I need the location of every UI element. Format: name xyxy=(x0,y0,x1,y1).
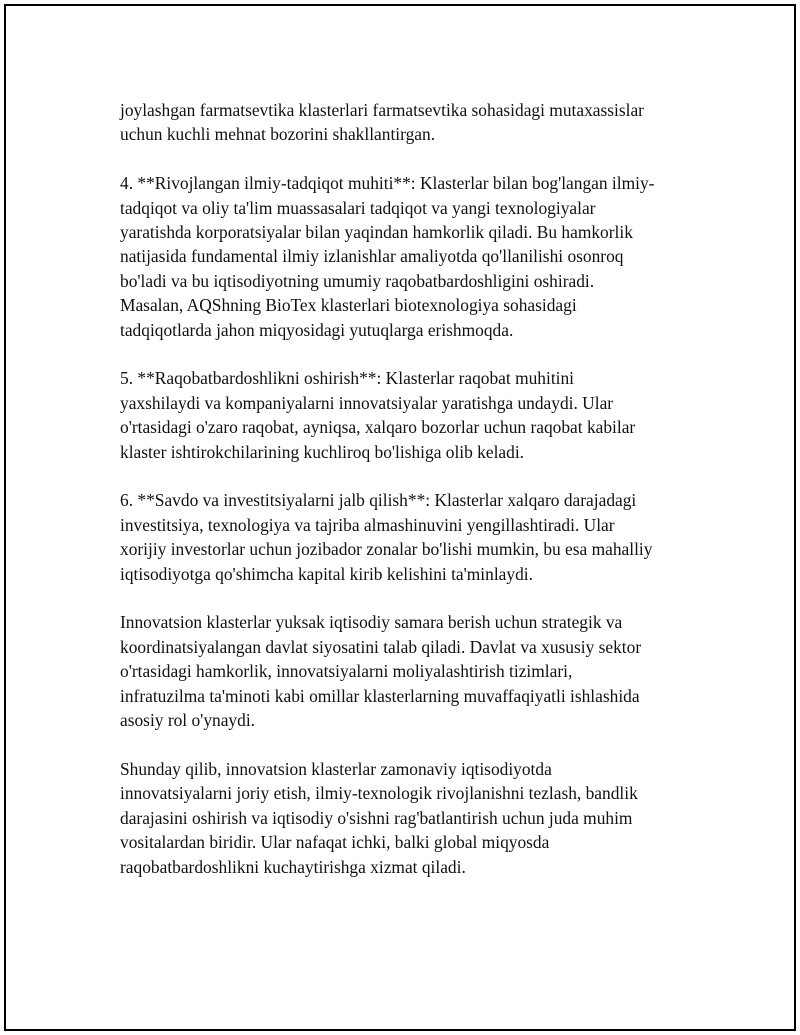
page-frame xyxy=(4,4,796,1031)
paragraph-item-6-trade-investment: 6. **Savdo va investitsiyalarni jalb qilish**: Klasterlar xalqaro darajadagi investitsiya, texnologiya va tajriba almashinuvini yengillashtiradi. Ular xorijiy investorlar uchun jozibador zonalar bo'lishi mumkin, bu esa mahalliy iqtisodiyotga qo'shimcha kapital kirib kelishini ta'minlaydi. xyxy=(120,490,653,584)
paragraph-item-5-competitiveness: 5. **Raqobatbardoshlikni oshirish**: Klasterlar raqobat muhitini yaxshilaydi va kompaniyalarni innovatsiyalar yaratishga undaydi. Ular o'rtasidagi o'zaro raqobat, ayniqsa, xalqaro bozorlar uchun raqobat kabilar klaster ishtirokchilarining kuchliroq bo'lishiga olib keladi. xyxy=(120,368,636,462)
paragraph-item-4-research-environment: 4. **Rivojlangan ilmiy-tadqiqot muhiti**: Klasterlar bilan bog'langan ilmiy- tadqiqot va oliy ta'lim muassasalari tadqiqot va yangi texnologiyalar yaratishda korporatsiyalar bilan yaqindan hamkorlik qiladi. Bu hamkorlik natijasida fundamental ilmiy izlanishlar amaliyotda qo'llanilishi osonroq bo'ladi va bu iqtisodiyotning umumiy raqobatbardoshligini oshiradi. Masalan, AQShning BioTex klasterlari biotexnologiya sohasidagi tadqiqotlarda jahon miqyosidagi yutuqlarga erishmoqda. xyxy=(120,173,655,340)
paragraph-conclusion: Shunday qilib, innovatsion klasterlar zamonaviy iqtisodiyotda innovatsiyalarni joriy etish, ilmiy-texnologik rivojlanishni tezlash, bandlik darajasini oshirish va iqtisodiy o'sishni rag'batlantirish uchun juda muhim vositalardan biridir. Ular nafaqat ichki, balki global miqyosda raqobatbardoshlikni kuchaytirishga xizmat qiladi. xyxy=(120,758,638,877)
paragraph-policy: Innovatsion klasterlar yuksak iqtisodiy samara berish uchun strategik va koordinatsiyalangan davlat siyosatini talab qiladi. Davlat va xususiy sektor o'rtasidagi hamkorlik, innovatsiyalarni moliyalashtirish tizimlari, infratuzilma ta'minoti kabi omillar klasterlarning muvaffaqiyatli ishlashida asosiy rol o'ynaydi. xyxy=(120,612,642,731)
paragraph-continuation: joylashgan farmatsevtika klasterlari farmatsevtika sohasidagi mutaxassislar uchun kuchli mehnat bozorini shakllantirgan. xyxy=(120,100,644,145)
document-body xyxy=(120,98,700,903)
